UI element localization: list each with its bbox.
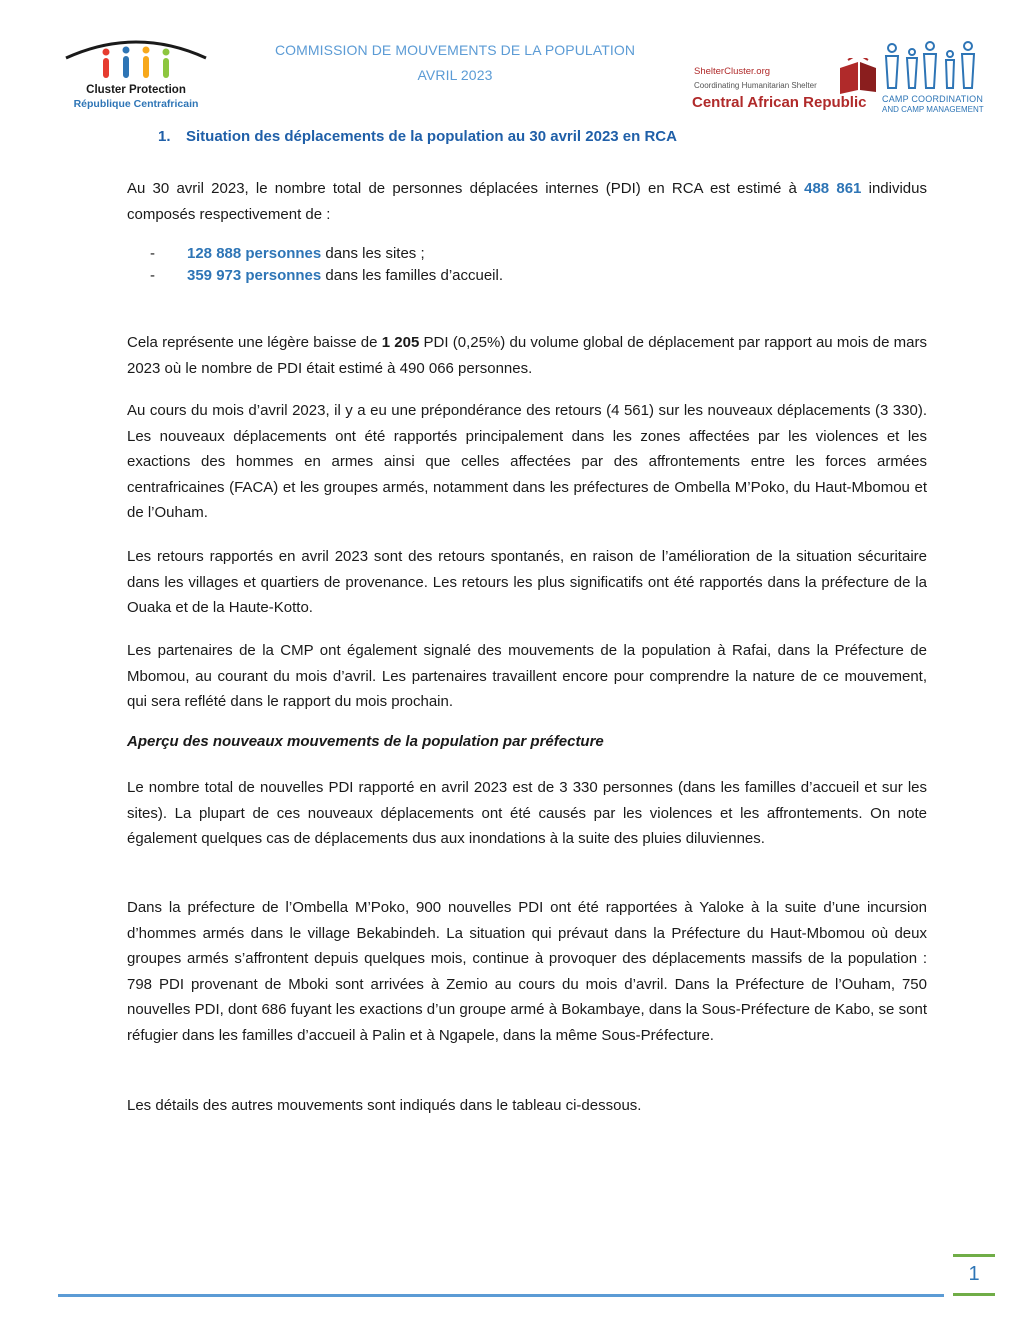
section-number: 1. — [158, 128, 171, 145]
section-title-text: Situation des déplacements de la population au 30 avril 2023 en RCA — [186, 128, 677, 145]
bullet-value: 359 973 personnes — [187, 267, 322, 284]
book-house-icon — [838, 58, 878, 94]
intro-paragraph — [127, 176, 927, 227]
cluster-protection-logo — [60, 34, 212, 114]
paragraph-prefecture-details: Dans la préfecture de l’Ombella M’Poko, 900 nouvelles PDI ont été rapportées à Yaloke à la suite d’une incursion d’hommes armés dans le village Bekabindeh. La situation qui prévaut dans la Préfecture du Haut-Mbomou où deux groupes armés s’affrontent depuis quelques mois, continue à provoquer des déplacements massifs de la population : 798 PDI provenant de Mboki sont arrivées à Zemio au cours du mois d’avril. Dans la Préfecture de l’Ouham, 750 nouvelles PDI, dont 686 fuyant les exactions d’un groupe armé à Bokambaye, dans la Sous-Préfecture de Kabo, se sont réfugier dans les familles d’accueil à Palin et à Ngapele, dans la même Sous-Préfecture. — [127, 899, 927, 1044]
cccm-line1: CAMP COORDINATION — [882, 94, 984, 104]
cccm-line2: AND CAMP MANAGEMENT — [882, 105, 984, 114]
family-figures-icon — [880, 40, 988, 92]
cluster-protection-name: Cluster Protection — [86, 84, 186, 96]
subheading: Aperçu des nouveaux mouvements de la population par préfecture — [127, 733, 604, 750]
people-group-icon — [96, 44, 178, 84]
decrease-text-before: Cela représente une légère baisse de — [127, 334, 378, 351]
intro-text-before: Au 30 avril 2023, le nombre total de personnes déplacées internes (PDI) en RCA est estimé à — [127, 180, 797, 197]
decrease-text-after: PDI (0,25%) du volume global de déplacement par rapport au mois de mars 2023 où le nombre de PDI était estimé à 490 066 personnes. — [127, 334, 928, 377]
footer-line — [58, 1294, 944, 1297]
paragraph-table-reference: Les détails des autres mouvements sont indiqués dans le tableau ci-dessous. — [127, 1097, 642, 1114]
shelter-cluster-logo — [690, 58, 880, 118]
header-title-line1: COMMISSION DE MOUVEMENTS DE LA POPULATION — [274, 42, 636, 58]
paragraph-returns-overview: Au cours du mois d’avril 2023, il y a eu une prépondérance des retours (4 561) sur les nouveaux déplacements (3 330). Les nouveaux déplacements ont été rapportés principalement dans les zones affectées par les violences et les exactions des hommes en armes ainsi que celles affectées par des affrontements entre les forces armées centrafricaines (FACA) et les groupes armés, notamment dans les préfectures de Ombella M’Poko, du Haut-Mbomou et de l’Ouham. — [127, 402, 927, 521]
bullet-text: dans les familles d’accueil. — [325, 267, 504, 284]
decrease-value: 1 205 — [381, 334, 420, 351]
bullet-list — [150, 243, 503, 287]
section-title — [158, 128, 858, 145]
page-number: 1 — [968, 1263, 980, 1285]
bullet-value: 128 888 personnes — [187, 245, 322, 262]
bullet-text: dans les sites ; — [325, 245, 425, 262]
cccm-logo — [880, 40, 990, 120]
paragraph-returns-details: Les retours rapportés en avril 2023 sont des retours spontanés, en raison de l’amélioration de la situation sécuritaire dans les villages et quartiers de provenance. Les retours les plus significatifs ont été rapportés dans la préfecture de la Ouaka et de la Haute-Kotto. — [127, 548, 927, 616]
bullet-dash: - — [150, 245, 155, 262]
header-title — [210, 38, 700, 88]
shelter-cluster-country: Central African Republic — [692, 94, 867, 111]
page-number-box — [953, 1254, 995, 1296]
shelter-cluster-tagline: Coordinating Humanitarian Shelter — [694, 81, 817, 90]
intro-total-value: 488 861 — [804, 180, 862, 197]
intro-text-after: individus composés respectivement de : — [127, 180, 927, 223]
header-title-line2: AVRIL 2023 — [417, 67, 493, 83]
paragraph-partners: Les partenaires de la CMP ont également signalé des mouvements de la population à Rafai, dans la Préfecture de Mbomou, au courant du mois d’avril. Les partenaires travaillent encore pour comprendre la nature de ce mouvement, qui sera reflété dans le rapport du mois prochain. — [127, 642, 927, 710]
shelter-cluster-url: ShelterCluster.org — [694, 66, 771, 77]
decrease-paragraph — [127, 330, 927, 381]
list-item — [150, 243, 503, 265]
list-item — [150, 265, 503, 287]
paragraph-new-idp-total: Le nombre total de nouvelles PDI rapporté en avril 2023 est de 3 330 personnes (dans les familles d’accueil et sur les sites). La plupart de ces nouveaux déplacements ont été causés par les violences et les affrontements. On note également quelques cas de déplacements dus aux inondations à la suite des pluies diluviennes. — [127, 779, 927, 847]
cluster-protection-country: République Centrafricain — [73, 98, 199, 110]
bullet-dash: - — [150, 267, 155, 284]
